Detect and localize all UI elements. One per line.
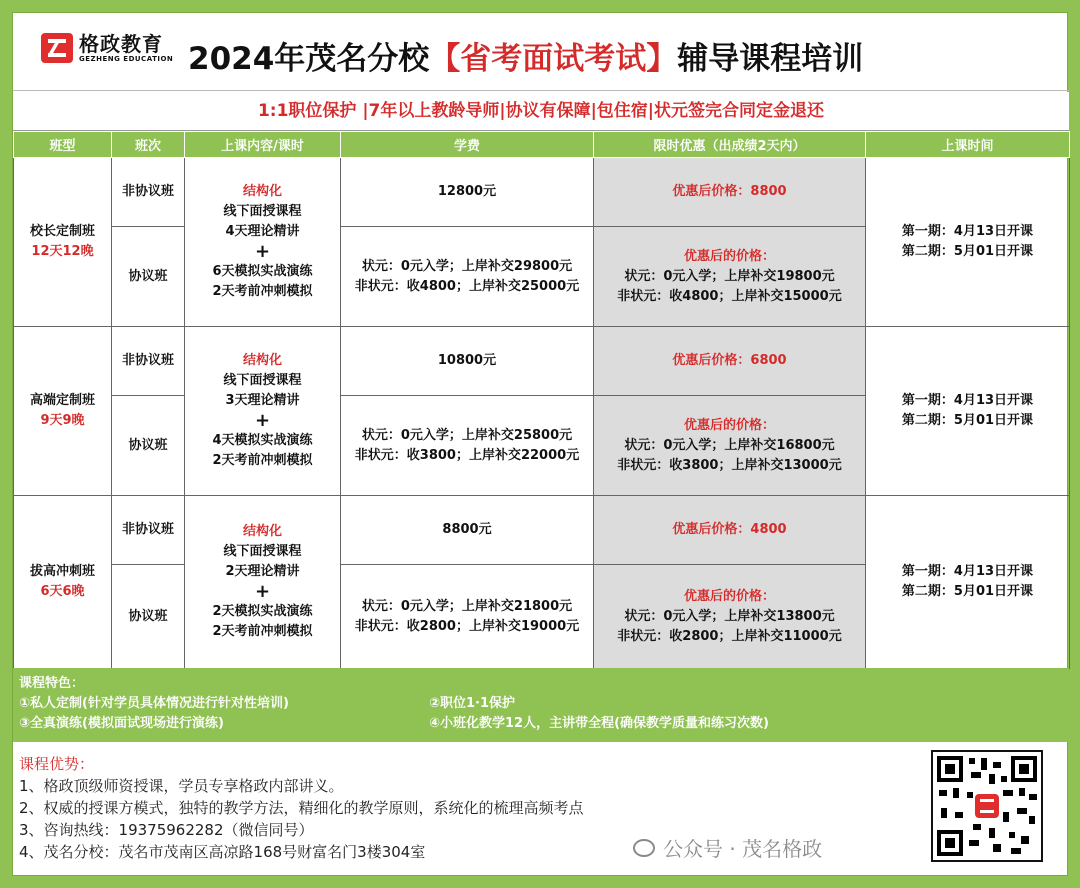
class-type-cell <box>14 158 112 327</box>
header-fee: 学费 <box>341 132 594 158</box>
title-highlight: 【省考面试考试】 <box>429 41 678 77</box>
promo-title: 优惠后的价格： <box>683 588 775 604</box>
header-schedule: 上课时间 <box>866 132 1070 158</box>
schedule-line: 第二期：5月01日开课 <box>901 584 1034 599</box>
promo-line: 非状元：收3800；上岸补交13000元 <box>617 457 842 473</box>
class-tier-cell: 协议班 <box>112 565 185 669</box>
subtitle: 1:1职位保护 |7年以上教龄导师|协议有保障|包住宿|状元签完合同定金退还 <box>13 92 1069 131</box>
promo-title: 优惠后的价格： <box>683 248 775 264</box>
advantage-item: 4、茂名分校：茂名市茂南区高凉路168号财富名门3楼304室 <box>19 843 426 861</box>
content-title: 结构化 <box>242 353 282 368</box>
content-line: 4天理论精讲 <box>225 224 300 239</box>
promo-cell: 优惠后价格：6800 <box>594 327 866 396</box>
fee-line: 非状元：收4800；上岸补交25000元 <box>354 278 580 294</box>
class-tier-cell: 协议班 <box>112 396 185 496</box>
promo-line: 状元：0元入学；上岸补交16800元 <box>624 437 835 453</box>
feature-item: ③全真演练(模拟面试现场进行演练) <box>19 716 224 731</box>
features-heading: 课程特色： <box>19 676 85 691</box>
content-line: 2天理论精讲 <box>225 564 300 579</box>
content-line: 2天考前冲刺模拟 <box>212 284 313 299</box>
promo-cell: 优惠后价格：4800 <box>594 496 866 565</box>
schedule-line: 第一期：4月13日开课 <box>901 224 1034 239</box>
header-class-tier: 班次 <box>112 132 185 158</box>
schedule-line: 第二期：5月01日开课 <box>901 244 1034 259</box>
promo-line: 非状元：收2800；上岸补交11000元 <box>617 628 842 644</box>
content-cell <box>185 327 341 496</box>
schedule-line: 第二期：5月01日开课 <box>901 413 1034 428</box>
fee-line: 状元：0元入学；上岸补交29800元 <box>361 258 573 274</box>
qr-code-image <box>931 750 1043 862</box>
fee-line: 非状元：收2800；上岸补交19000元 <box>354 618 580 634</box>
header-promo: 限时优惠（出成绩2天内） <box>594 132 866 158</box>
class-duration: 9天9晚 <box>40 413 85 428</box>
promo-cell <box>594 565 866 669</box>
schedule-cell <box>866 496 1070 669</box>
content-line: 3天理论精讲 <box>225 393 300 408</box>
class-type-cell <box>14 327 112 496</box>
fee-cell <box>341 565 594 669</box>
title-suffix: 辅导课程培训 <box>677 41 864 77</box>
feature-item: ④小班化教学12人，主讲带全程(确保教学质量和练习次数) <box>429 716 769 731</box>
plus-sign: + <box>254 241 271 262</box>
class-duration: 12天12晚 <box>31 244 94 259</box>
class-name: 校长定制班 <box>29 224 95 239</box>
class-tier-cell: 非协议班 <box>112 158 185 227</box>
content-title: 结构化 <box>242 524 282 539</box>
content-line: 线下面授课程 <box>223 544 302 559</box>
fee-cell <box>341 396 594 496</box>
advantage-item: 1、格政顶级师资授课，学员专享格政内部讲义。 <box>19 777 344 795</box>
promo-cell: 优惠后价格：8800 <box>594 158 866 227</box>
course-features <box>13 668 1069 742</box>
content-cell <box>185 158 341 327</box>
header-content: 上课内容/课时 <box>185 132 341 158</box>
logo-name: 格政教育 <box>79 32 163 56</box>
feature-item: ②职位1·1保护 <box>429 696 516 711</box>
schedule-line: 第一期：4月13日开课 <box>901 564 1034 579</box>
fee-cell: 12800元 <box>341 158 594 227</box>
header <box>13 13 1069 91</box>
fee-cell <box>341 227 594 327</box>
table-row <box>14 327 1070 396</box>
promo-line: 非状元：收4800；上岸补交15000元 <box>617 288 842 304</box>
advantages-heading: 课程优势： <box>19 755 95 773</box>
schedule-line: 第一期：4月13日开课 <box>901 393 1034 408</box>
promo-line: 状元：0元入学；上岸补交19800元 <box>624 268 835 284</box>
content-cell <box>185 496 341 669</box>
feature-item: ①私人定制(针对学员具体情况进行针对性培训) <box>19 696 289 711</box>
class-type-cell <box>14 496 112 669</box>
content-line: 4天模拟实战演练 <box>212 433 313 448</box>
schedule-cell <box>866 158 1070 327</box>
class-duration: 6天6晚 <box>40 584 85 599</box>
promo-title: 优惠后的价格： <box>683 417 775 433</box>
class-name: 高端定制班 <box>29 393 95 408</box>
table-header-row <box>14 132 1070 158</box>
fee-line: 状元：0元入学；上岸补交21800元 <box>361 598 573 614</box>
wechat-icon <box>633 839 655 857</box>
advantage-item: 3、咨询热线：19375962282（微信同号） <box>19 821 314 839</box>
watermark <box>633 833 822 862</box>
promo-cell <box>594 227 866 327</box>
table-row <box>14 158 1070 227</box>
logo <box>41 33 173 63</box>
class-tier-cell: 协议班 <box>112 227 185 327</box>
content-line: 6天模拟实战演练 <box>212 264 313 279</box>
course-advantages <box>13 743 1069 877</box>
course-table <box>13 131 1070 669</box>
advantage-item: 2、权威的授课方模式，独特的教学方法，精细化的教学原则，系统化的梳理高频考点 <box>19 799 584 817</box>
fee-cell: 8800元 <box>341 496 594 565</box>
header-class-type: 班型 <box>14 132 112 158</box>
content-line: 线下面授课程 <box>223 204 302 219</box>
logo-icon <box>41 33 73 63</box>
content-line: 线下面授课程 <box>223 373 302 388</box>
logo-english: GEZHENG EDUCATION <box>79 55 174 63</box>
promo-cell <box>594 396 866 496</box>
class-tier-cell: 非协议班 <box>112 327 185 396</box>
plus-sign: + <box>254 581 271 602</box>
watermark-text: 公众号 · 茂名格政 <box>663 837 823 861</box>
class-tier-cell: 非协议班 <box>112 496 185 565</box>
promo-line: 状元：0元入学；上岸补交13800元 <box>624 608 835 624</box>
page-title <box>188 33 863 78</box>
content-line: 2天考前冲刺模拟 <box>212 453 313 468</box>
title-prefix: 2024年茂名分校 <box>188 41 430 77</box>
content-line: 2天模拟实战演练 <box>212 604 313 619</box>
table-row <box>14 496 1070 565</box>
schedule-cell <box>866 327 1070 496</box>
content-title: 结构化 <box>242 184 282 199</box>
class-name: 拔高冲刺班 <box>29 564 95 579</box>
content-line: 2天考前冲刺模拟 <box>212 624 313 639</box>
fee-line: 非状元：收3800；上岸补交22000元 <box>354 447 580 463</box>
poster-frame <box>12 12 1068 876</box>
plus-sign: + <box>254 410 271 431</box>
fee-cell: 10800元 <box>341 327 594 396</box>
fee-line: 状元：0元入学；上岸补交25800元 <box>361 427 573 443</box>
